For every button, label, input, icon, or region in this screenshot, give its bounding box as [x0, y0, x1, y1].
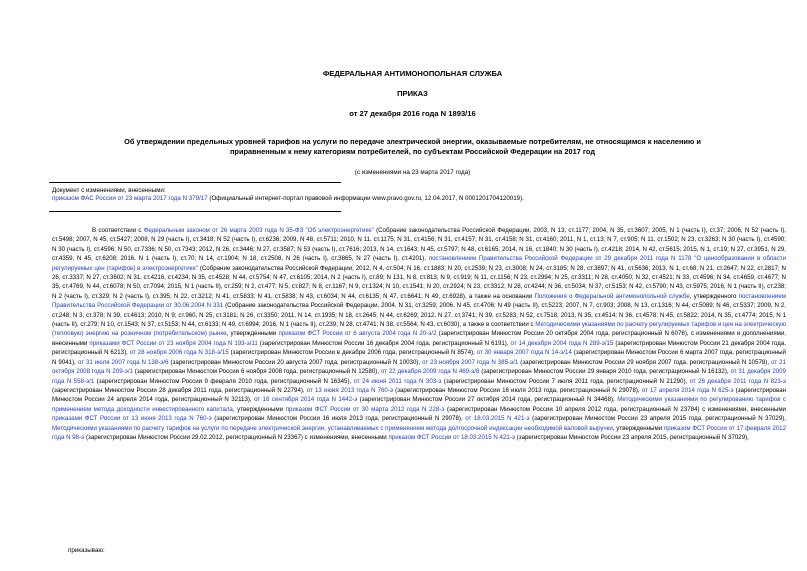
legal-reference-link[interactable]: приказом ФСТ России от 30 марта 2012 года N 228-э [285, 405, 445, 413]
legal-reference-link[interactable]: от 14 декабря 2004 года N 289-э/15 [510, 339, 614, 347]
closing-word: приказываю: [68, 547, 105, 554]
document-title [40, 137, 785, 157]
legal-reference-link[interactable]: от 31 декабря 2009 года N 558-э/1 [52, 368, 787, 385]
legal-reference-link[interactable]: Методическими указаниями по расчету регулируемых тарифов и цен на электрическую (тепловую) энергию на розничном (потребительском) рынке [52, 321, 786, 338]
document-date-number: от 27 декабря 2016 года N 1893/16 [349, 109, 476, 118]
body-text: , утвержденными [612, 424, 664, 432]
doc-changes-line [52, 195, 772, 203]
body-text: (зарегистрирован Минюстом России 27 октября 2014 года, регистрационный N 34468), [357, 396, 618, 404]
body-text: (зарегистрирован Минюстом России 10 апреля 2012 года, регистрационный N 23784) с изменениями, внесенными [444, 405, 786, 413]
body-text: (зарегистрирован Минюстом России 6 марта 2007 года, регистрационный N 9041), [52, 349, 786, 366]
body-text: (зарегистрирован Минюстом России 23 апреля 2015, регистрационный N 37029), [515, 433, 749, 441]
body-text: , утвержденного [689, 292, 739, 300]
body-text: (зарегистрирован Минюстом России 24 апреля 2014 года, регистрационный N 32113), [52, 386, 787, 404]
preamble-paragraph [52, 226, 786, 442]
legal-reference-link[interactable]: Федеральным законом от 26 марта 2003 года N 35-ФЗ "Об электроэнергетике" [143, 227, 374, 234]
body-text: (зарегистрирован Минюстом России 7 июля 2011 года, регистрационный N 21290), [441, 377, 690, 385]
body-text: (Собрание законодательства Российской Федерации, 2012, N 4, ст.504; N 16, ст.1883; N 20, ст.2539; N 23, ст.3008; N 24, ст.3185; N 28, ст.3897; N 41, ст.5636; 2013, N 1, ст.68; N 21, ст.2647; N 22, ст.2817; N 26, ст.3337; N 27, ст.3602; N 31, ст.4216, ст.4234; N 35, ст.4528; N 44, ст.5754; N 47, ст.6105; 2014, N 2 (часть I), ст.89; N 131, N 8, ст.813; N 9, ст.919; N 11, ст.1156; N 23, ст.2994; N 25, ст.3311; N 28, ст.4050; N 32, ст.4521; N 33, ст.4596; N 34, ст.4659, ст.4677; N 35, ст.4769, N 44, ст.6078; N 50, ст.7094; 2015, N 1 (часть II), ст.259; N 2, ст.477; N 5, ст.827; N 8, ст.1167; N 9, ст.1324; N 10, ст.1541; N 20, ст.2924; N 23, ст.3312; N 28, ст.4244; N 36, ст.5034; N 37, ст.5153; N 42, ст.5790; N 43, ст.5975; 2016, N 1 (часть II), ст.238; N 2 (часть I), ст.329; N 2 (часть I), ст.395; N 22, ст.3212; N 41, ст.5833; N 41, ст.5838; N 43, ст.6034; N 44, ст.6135; N 47, ст.6641; N 49, ст.6928), а также на основании [52, 264, 786, 300]
divider-top [49, 182, 341, 183]
body-text: (Собрание законодательства Российской Федерации, 2004, N 31, ст.3259; 2006, N 45, ст.4706; N 49 (часть II), ст.5223; 2007, N 7, ст.903; 2008, N 13, ст.1316; N 44, ст.5089; N 46, ст.5337; 2009, N 2, ст.248; N 3, ст.378; N 39, ст.4613; 2010, N 9; ст.960, N 25, ст.3181; N 26, ст.3350; 2011, N 14, ст.1935; N 18, ст.2645; N 44, ст.6269; 2012, N 27, ст.3741; N 39, ст.5283; N 52, ст.7518; 2013, N 35, ст.4514; N 36, ст.4578; N 45, ст.5822; 2014, N 35, ст.4774; 2015, N 1 (часть II), ст.279; N 10, ст.1543; N 37, ст.5153; N 44, ст.6133; N 49, ст.6994; 2016, N 1 (часть II), ст.239; N 28, ст.4741; N 38, ст.5564; N 43, ст.6030), а также в соответствии с [52, 302, 786, 329]
doc-changes-tail: (Официальный интернет-портал правовой информации www.pravo.gov.ru, 12.04.2017, N 0001201704120019). [207, 195, 524, 202]
body-text: , утвержденными [232, 405, 286, 413]
legal-reference-link[interactable]: от 13 июня 2013 года N 760-э [306, 386, 394, 394]
issuing-organization: ФЕДЕРАЛЬНАЯ АНТИМОНОПОЛЬНАЯ СЛУЖБА [322, 69, 503, 78]
body-text: (зарегистрирован Минюстом России 9 февраля 2010 года, регистрационный N 16345), [94, 377, 354, 385]
body-text: (зарегистрирован Минюстом России 16 июля 2013 года, регистрационный N 29078), [211, 415, 466, 423]
title-line-1: Об утверждении предельных уровней тарифов на услуги по передаче электрической энергии, оказываемые потребителям, не относящимся к населению и [124, 137, 701, 146]
legal-reference-link[interactable]: Положения о Федеральной антимонопольной службе [534, 292, 690, 300]
legal-reference-link[interactable]: от 23 ноября 2007 года N 385-э/1 [422, 358, 519, 366]
body-text: (зарегистрирован Минюстом России 6 ноября 2008 года, регистрационный N 12580), [132, 368, 381, 376]
legal-reference-link[interactable]: приказами ФСТ России от 23 ноября 2004 года N 193-э/11 [89, 339, 258, 347]
legal-reference-link[interactable]: от 18.03.2015 N 421-э [465, 415, 530, 423]
legal-reference-link[interactable]: постановлением Правительства Российской Федерации от 30.06.2004 N 331 [52, 292, 786, 310]
legal-reference-link[interactable]: от 21 октября 2008 года N 209-э/1 [52, 358, 786, 376]
legal-reference-link[interactable]: приказом ФСТ России от 17 февраля 2012 года N 98-э [52, 424, 787, 441]
body-text: В соответствии с [92, 227, 144, 234]
legal-reference-link[interactable]: от 17 апреля 2014 года N 625-э [641, 386, 734, 394]
body-text: (зарегистрирован Минюстом России 21 декабря 2004 года, регистрационный N 6213), [52, 339, 786, 357]
body-text: (зарегистрирован Минюстом России 20 августа 2007 года, регистрационный N 10030), [168, 358, 423, 366]
body-text: (зарегистрирован Минюстом России 23 апреля 2015 года, регистрационный N 37029), [529, 415, 787, 423]
body-text: (зарегистрирован Минюстом России 16 декабря 2004 года, регистрационный N 6191), [257, 339, 511, 347]
body-text: (зарегистрирован Минюстом России 20 октября 2004 года, регистрационный N 6076), с изменениями и дополнениями, внесенными [52, 330, 787, 347]
body-text: (зарегистрирован Минюстом России 29.02.2012, регистрационный N 23367) с изменениями, внесенными [84, 433, 389, 441]
legal-reference-link[interactable]: приказом ФСТ России от 18.03.2015 N 421-э [388, 433, 515, 441]
legal-reference-link[interactable]: от 26 декабря 2011 года N 823-э [689, 377, 786, 385]
legal-reference-link[interactable]: Методическими указаниями по регулированию тарифов с применением метода доходности инвестированного капитала [52, 396, 786, 413]
legal-reference-link[interactable]: от 22 декабря 2009 года N 469-э/8 [380, 368, 480, 376]
body-text: (зарегистрирован Минюстом России 28 декабря 2011 года, регистрационный N 22794), [52, 386, 307, 394]
changes-note: (с изменениями на 23 марта 2017 года) [354, 169, 471, 176]
legal-reference-link[interactable]: от 28 ноября 2006 года N 318-э/15 [129, 349, 229, 357]
legal-reference-link[interactable]: от 24 июня 2011 года N 303-э [353, 377, 442, 385]
body-text: (Собрание законодательства Российской Федерации, 2003, N 13, ст.1177; 2004, N 35, ст.3607; 2005, N 1 (часть I), ст.37; 2006, N 52 (часть I), ст.5498; 2007, N 45, ст.5427; 2008, N 29 (часть I), ст.3418; N 52 (часть I), ст.6236; 2009, N 48, ст.5711; 2010, N 11, ст.1175; N 31, ст.4156; N 31, ст.4157; N 31, ст.4158; N 31, ст.4160; 2011, N 1, ст.13; N 7, ст.905; N 11, ст.1502; N 23, ст.3263; N 30 (часть I), ст.4590; N 30 (часть I), ст.4596; N 50, ст.7336; N 50, ст.7343; 2012, N 26, ст.3446; N 27, ст.3587; N 53 (часть I), ст.7616; 2013, N 14, ст.1643; N 45, ст.5797; N 48, ст.6165; 2014, N 16, ст.1840; N 30 (часть I), ст.4218; 2014, N 42, ст.5615; 2015, N 1, ст.19; N 27, ст.3951, N 29, ст.4359, N 45, ст.6208; 2016, N 1 (часть I), ст.70; N 14, ст.1904; N 18, ст.2508, N 26 (часть I), ст.3865, N 27 (часть I), ст.4201), [52, 227, 787, 263]
title-line-2: приравненным к нему категориям потребителей, по субъектам Российской Федерации на 2017 год [229, 147, 596, 156]
legal-reference-link[interactable]: от 16 сентября 2014 года N 1442-э [254, 396, 358, 404]
body-text: (зарегистрирован Минюстом России 29 ноября 2007 года, регистрационный N 10578), [518, 358, 772, 366]
legal-reference-link[interactable]: Методическими указаниями по расчету тарифов на услуги по передаче электрической энергии, устанавливаемых с применением метода долгосрочной индексации необходимой валовой выручки [52, 424, 613, 432]
legal-reference-link[interactable]: приказом ФСТ России от 6 августа 2004 года N 20-э/2 [278, 330, 437, 338]
doc-changes-box [52, 187, 772, 203]
body-text: (зарегистрирован Минюстом России в декабре 2006 года, регистрационный N 8574), [228, 349, 477, 357]
legal-reference-link[interactable]: от 30 января 2007 года N 14-э/14 [476, 349, 572, 357]
amending-order-link[interactable]: приказом ФАС России от 23 марта 2017 года N 379/17 [52, 195, 208, 202]
body-text: , утвержденными [226, 330, 279, 338]
document-kind: ПРИКАЗ [397, 89, 428, 98]
legal-reference-link[interactable]: постановлением Правительства Российской Федерации от 29 декабря 2011 года N 1178 "О ценообразовании в области регулируемых цен (тарифов) в электроэнергетике" [52, 255, 786, 272]
divider-bottom [49, 211, 341, 212]
body-text: (зарегистрирован Минюстом России 16 июля 2013 года, регистрационный N 29078), [393, 386, 642, 394]
body-text: (зарегистрирован Минюстом России 29 января 2010 года, регистрационный N 16132), [479, 368, 731, 376]
legal-reference-link[interactable]: приказами ФСТ России от 13 июня 2013 года N 760-э [52, 415, 212, 423]
doc-changes-label: Документ с изменениями, внесенными: [52, 187, 166, 194]
legal-reference-link[interactable]: от 31 июля 2007 года N 138-э/6 [77, 358, 169, 366]
